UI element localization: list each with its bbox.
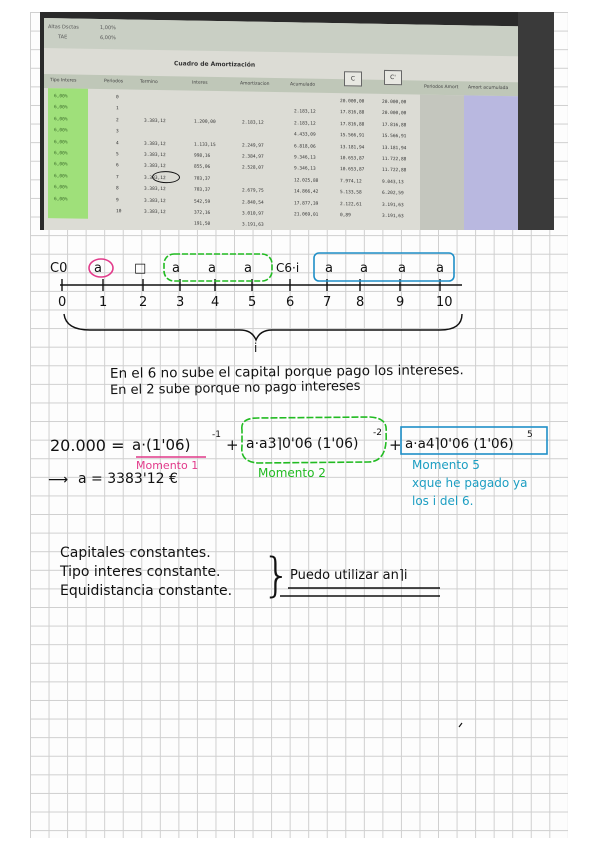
rate-cell: 6,00%: [54, 94, 68, 100]
acumulado-cell: 4.433,09: [294, 132, 316, 138]
tick-label: 1: [99, 295, 108, 310]
period-cell: 7: [116, 175, 119, 181]
c-cell: 20.000,00: [340, 99, 365, 105]
rate-cell: 6,00%: [54, 128, 68, 134]
amortizacion-cell: 2.384,97: [242, 154, 264, 160]
bottom-brace: [64, 314, 462, 340]
acumulado-cell: 2.183,12: [294, 121, 316, 127]
interes-cell: 1.133,15: [194, 142, 216, 148]
c-cell: 7.974,12: [340, 178, 362, 185]
acumulado-cell: 9.346,13: [294, 155, 316, 161]
tick-label: 3: [176, 295, 185, 310]
termino-cell: 3.383,12: [144, 186, 166, 193]
interes-cell: 703,37: [194, 187, 211, 194]
equation-term-2: a·a3⌉0'06 (1'06): [246, 436, 359, 452]
c-cell: 2.122,61: [340, 201, 362, 208]
amortizacion-cell: 3.191,63: [242, 222, 264, 229]
note-line-2: En el 2 sube porque no pago intereses: [109, 378, 361, 399]
top-label: a: [360, 261, 368, 276]
c2-cell: 13.181,94: [382, 145, 407, 151]
period-cell: 5: [116, 152, 119, 158]
acumulado-cell: 6.818,06: [294, 143, 316, 150]
top-value-1: 1,00%: [100, 24, 116, 32]
amortizacion-cell: 2.840,54: [242, 200, 264, 206]
interes-cell: 1.200,00: [194, 119, 216, 125]
period-cell: 10: [116, 209, 122, 215]
label-momento-1: Momento 1: [136, 459, 199, 472]
acumulado-cell: 14.866,42: [294, 189, 319, 195]
rate-cell: 6,00%: [54, 139, 68, 146]
top-value-2: 6,00%: [100, 34, 116, 42]
period-cell: 0: [116, 95, 119, 101]
curly-brace: }: [262, 548, 292, 602]
top-label: a: [208, 261, 216, 276]
timeline: [50, 253, 547, 727]
note-line-1: En el 6 no sube el capital porque pago los intereses.: [109, 362, 464, 382]
interes-cell: 703,37: [194, 176, 211, 182]
c-cell: 17.816,88: [340, 110, 365, 116]
table-header: Periodos Amort: [424, 84, 459, 91]
acumulado-cell: 9.346,13: [294, 166, 316, 173]
rate-cell: 6,00%: [54, 173, 68, 180]
period-cell: 9: [116, 197, 119, 203]
amortizacion-cell: 2.679,75: [242, 188, 264, 195]
tick-label: 2: [139, 295, 148, 310]
equation-term-3: a·a4⌉0'06 (1'06): [405, 436, 514, 452]
conclusion-item-2: Tipo interes constante.: [60, 564, 221, 580]
tick-label: 0: [58, 295, 67, 310]
rate-cell: 6,00%: [54, 185, 68, 191]
period-cell: 6: [116, 163, 119, 169]
equation-exp-1: -1: [212, 430, 221, 440]
table-header: Interes: [192, 80, 208, 86]
amortizacion-cell: 2.183,12: [242, 120, 264, 126]
table-header: Periodos: [104, 79, 124, 85]
top-label-2: TAE: [58, 34, 68, 41]
interes-cell: 855,06: [194, 165, 211, 171]
c-cell: 0,89: [340, 213, 351, 219]
tick-label: 6: [286, 295, 295, 310]
top-label: a: [172, 261, 180, 276]
table-header: Amort acumulada: [468, 85, 509, 92]
label-momento-5-note-1: xque he pagado ya: [412, 476, 528, 490]
brace-label: i: [254, 341, 258, 355]
c2-cell: 3.191,63: [382, 202, 404, 208]
c-cell: 5.133,58: [340, 190, 362, 196]
c2-cell: 20.000,00: [382, 111, 407, 117]
interes-cell: 191,50: [194, 222, 211, 228]
label-momento-5-note-2: los i del 6.: [412, 494, 474, 508]
tick-label: 4: [211, 295, 220, 310]
top-label: a: [244, 261, 252, 276]
period-cell: 2: [116, 118, 119, 124]
c2-cell: 11.722,88: [382, 168, 407, 174]
top-label: a: [398, 261, 406, 276]
rate-cell: 6,00%: [54, 105, 68, 111]
amortizacion-cell: 3.010,97: [242, 211, 264, 217]
c2-cell: 17.816,88: [382, 122, 407, 129]
label-momento-5: Momento 5: [412, 458, 480, 472]
tick-label: 8: [356, 295, 365, 310]
tick-label: 9: [396, 295, 405, 310]
rate-cell: 6,00%: [54, 162, 68, 168]
c2-cell: 9.043,13: [382, 179, 404, 186]
c2-cell: 3.191,63: [382, 213, 404, 220]
c-cell: 15.566,91: [340, 133, 365, 139]
tick-label: 7: [323, 295, 332, 310]
conclusion-result: Puedo utilizar an⌉i: [290, 568, 408, 583]
tick-label: 10: [436, 295, 453, 310]
pen-mark: [459, 723, 462, 727]
termino-cell: 3.383,12: [144, 209, 166, 216]
c2-cell: 11.722,88: [382, 156, 407, 163]
termino-cell: 3.383,12: [144, 175, 166, 181]
table-header: Tipo Interes: [50, 78, 77, 84]
top-label-1: Altas Dsctas: [48, 24, 79, 31]
interes-cell: 542,59: [194, 199, 211, 205]
label-momento-2: Momento 2: [258, 466, 326, 480]
c-cell: 10.653,87: [340, 156, 365, 162]
acumulado-cell: 12.025,88: [294, 178, 319, 184]
table-header: Acumulado: [290, 82, 316, 88]
table-header: Termino: [140, 79, 158, 85]
period-cell: 4: [116, 140, 119, 146]
conclusion-item-1: Capitales constantes.: [60, 545, 211, 561]
acumulado-cell: 2.183,12: [294, 109, 316, 116]
top-label: □: [134, 261, 147, 276]
result-value: a = 3383'12 €: [78, 471, 178, 487]
termino-cell: 3.383,12: [144, 152, 166, 159]
top-label: a: [325, 261, 333, 276]
c2-cell: 15.566,91: [382, 134, 407, 140]
c2-cell: 6.202,59: [382, 191, 404, 197]
c-cell: 10.653,87: [340, 167, 365, 173]
conclusion-item-3: Equidistancia constante.: [60, 583, 233, 599]
equation-exp-3: 5: [527, 430, 533, 440]
c2-cell: 20.000,00: [382, 99, 407, 106]
rate-cell: 6,00%: [54, 196, 68, 203]
termino-cell: 3.383,12: [144, 118, 166, 124]
interes-cell: 998,16: [194, 153, 211, 159]
c2-header-box: C': [384, 70, 402, 85]
period-cell: 3: [116, 129, 119, 135]
plus-sign-1: +: [226, 436, 239, 454]
top-label: a: [436, 261, 444, 276]
green-box: [164, 254, 272, 281]
result-arrow: ⟶: [48, 472, 69, 488]
table-header: Amortizacion: [240, 81, 270, 87]
c-header-box: C: [344, 71, 362, 86]
termino-cell: 3.383,12: [144, 164, 166, 170]
top-label: C0: [50, 261, 68, 276]
equation-term-1: a·(1'06): [132, 436, 191, 454]
equation-lhs: 20.000 =: [50, 436, 125, 455]
termino-cell: 3.383,12: [144, 198, 166, 204]
blue-box: [314, 253, 454, 281]
plus-sign-2: +: [389, 436, 402, 454]
amortizacion-cell: 2.528,07: [242, 165, 264, 172]
c-cell: 17.816,88: [340, 121, 365, 128]
c-cell: 13.181,94: [340, 144, 365, 151]
equation-exp-2: -2: [373, 428, 382, 438]
top-label: C6·i: [276, 261, 300, 275]
termino-cell: 3.383,12: [144, 141, 166, 147]
top-label: a: [94, 261, 102, 276]
acumulado-cell: 21.069,01: [294, 212, 319, 218]
table-title: Cuadro de Amortización: [174, 60, 256, 69]
rate-cell: 6,00%: [54, 151, 68, 157]
interes-cell: 372,16: [194, 210, 211, 216]
rate-cell: 6,00%: [54, 116, 68, 123]
period-cell: 8: [116, 186, 119, 192]
tick-label: 5: [248, 295, 257, 310]
period-cell: 1: [116, 106, 119, 112]
acumulado-cell: 17.877,39: [294, 200, 319, 207]
amortizacion-cell: 2.249,97: [242, 143, 264, 149]
